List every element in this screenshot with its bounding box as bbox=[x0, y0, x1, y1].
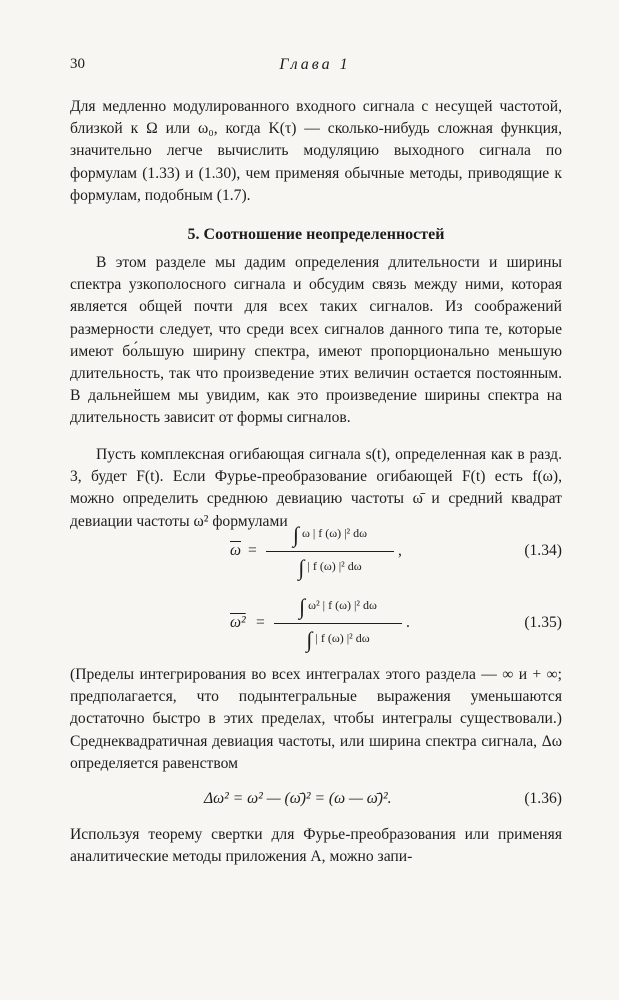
paragraph-intro: Для медленно модулированного входного сигнала с несущей частотой, близкой к Ω или ω₀, когда K(τ) — сколько-нибудь сложная функция, значительно легче вычислить модуляцию выходного сигнала по формулам (1.33) и (1.30), чем применяя обычные методы, приводящие к формулам, подобным (1.7). bbox=[70, 98, 562, 204]
equation-1-36 bbox=[70, 790, 562, 816]
eq134-tag: (1.34) bbox=[524, 542, 562, 559]
eq135-fraction: ∫ ω² | f (ω) |² dω ∫ | f (ω) |² dω bbox=[274, 594, 402, 653]
paragraph-limits: (Пределы интегрирования во всех интегралах этого раздела — ∞ и + ∞; предполагается, что подынтегральные выражения уменьшаются достаточно быстро в этих пределах, чтобы интегралы существовали.) Среднеквадратичная девиация частоты, или ширина спектра сигнала, Δω определяется равенством bbox=[70, 666, 562, 772]
paragraph-section-2: Пусть комплексная огибающая сигнала s(t), определенная как в разд. 3, будет F(t). Если Фурье-преобразование огибающей F(t) есть f(ω), можно определить среднюю девиацию частоты ω̄ и средний квадрат девиации частоты ω² формулами bbox=[70, 446, 562, 530]
eq135-lhs: ω² bbox=[230, 614, 246, 631]
equation-1-34: $\overline{\omega}$ = ∫ ω | f (ω) |² dω ∫ | f (ω) |² dω , (1.34) bbox=[230, 522, 562, 580]
eq135-numerator: ω² | f (ω) |² dω bbox=[308, 598, 377, 612]
equation-1-35: ω² = ∫ ω² | f (ω) |² dω ∫ | f (ω) |² dω . (1.35) bbox=[230, 594, 562, 652]
eq135-tag: (1.35) bbox=[524, 614, 562, 631]
eq136-tag: (1.36) bbox=[524, 790, 562, 807]
eq134-lhs: $\overline{\omega}$ bbox=[230, 542, 242, 559]
paragraph-end: Используя теорему свертки для Фурье-преобразования или применяя аналитические методы приложения А, можно запи- bbox=[70, 826, 562, 866]
paragraph-section-1: В этом разделе мы дадим определения длительности и ширины спектра узкополосного сигнала и обсудим связь между ними, которая является общей почти для всех таких сигналов. Из соображений размерности следует, что среди всех сигналов данного типа те, которые имеют бо́льшую ширину спектра, имеют пропорционально меньшую длительность, так что произведение этих величин остается постоянным. В дальнейшем мы увидим, как это произведение ширины спектра на длительность зависит от формы сигналов. bbox=[70, 254, 562, 427]
page-header bbox=[70, 56, 560, 78]
eq135-denominator: | f (ω) |² dω bbox=[315, 631, 370, 645]
eq134-fraction: ∫ ω | f (ω) |² dω ∫ | f (ω) |² dω bbox=[266, 522, 394, 581]
section-heading: 5. Соотношение неопределенностей bbox=[187, 226, 445, 243]
eq134-denominator: | f (ω) |² dω bbox=[307, 559, 362, 573]
chapter-title: Глава 1 bbox=[279, 56, 351, 73]
page-number: 30 bbox=[70, 56, 85, 72]
eq134-numerator: ω | f (ω) |² dω bbox=[301, 526, 368, 540]
eq136-body: Δω² = ω² — (ω̄)² = (ω — ω̄)². bbox=[204, 790, 392, 807]
